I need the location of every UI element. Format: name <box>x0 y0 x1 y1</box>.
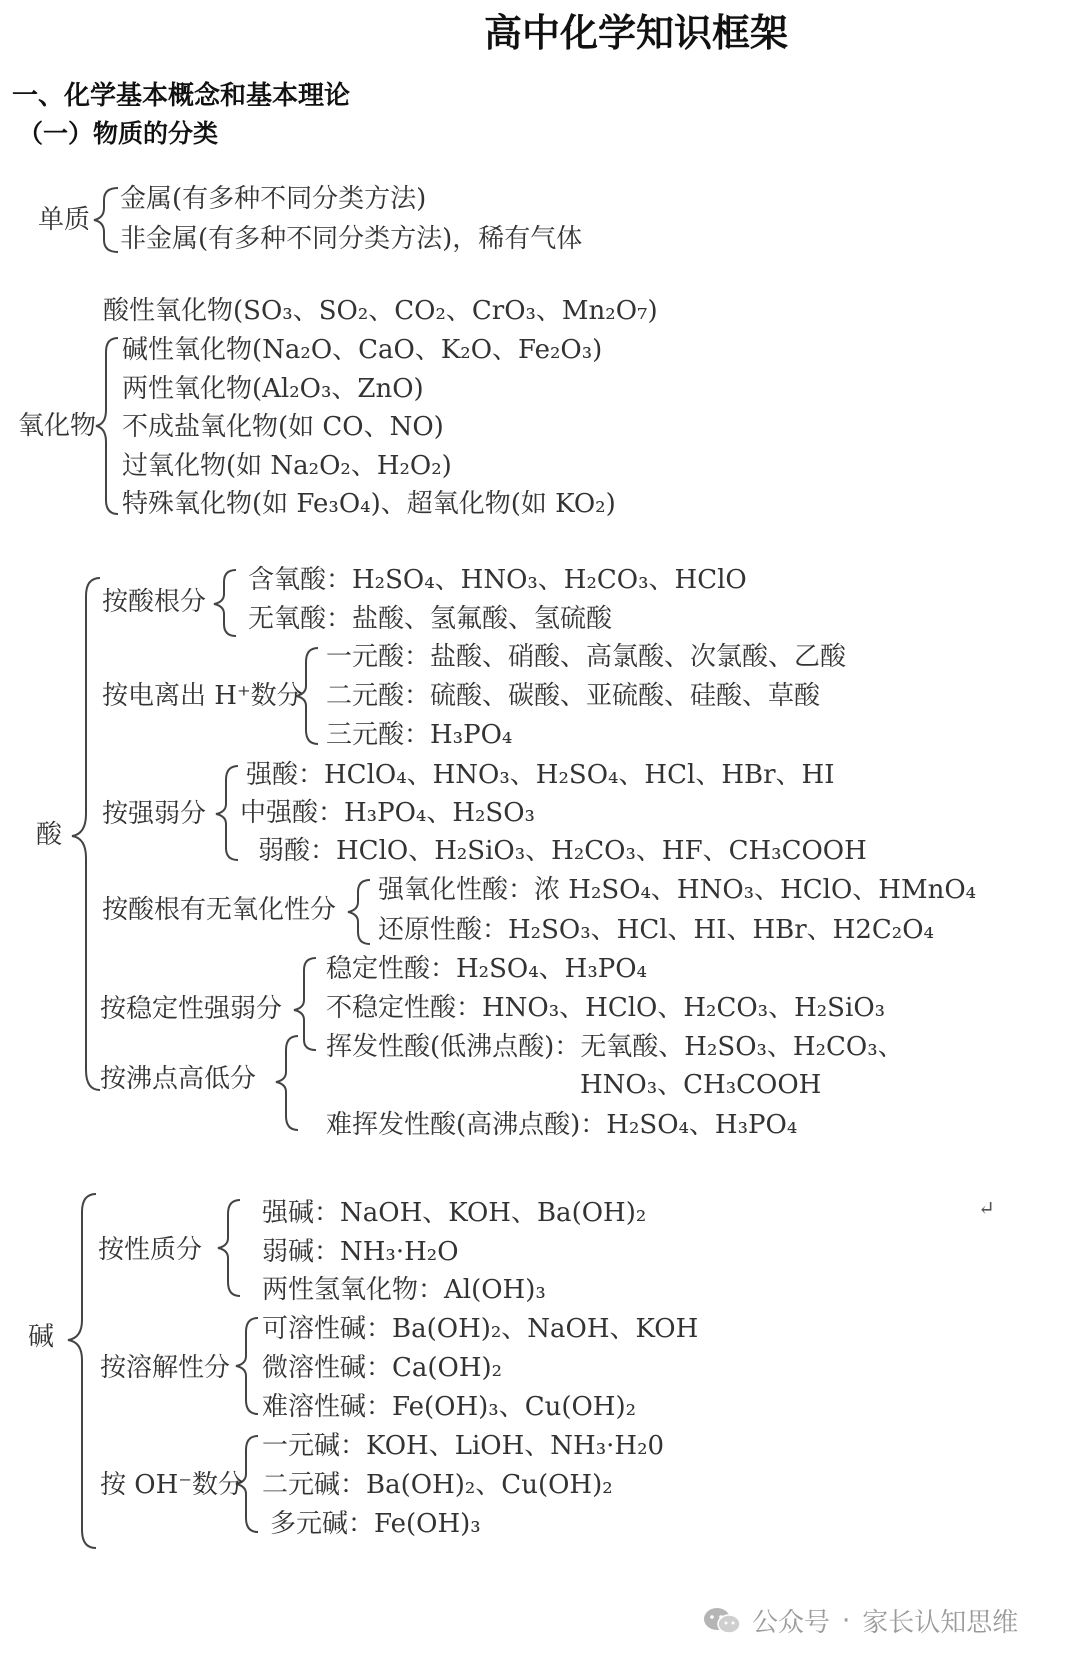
watermark-channel: 公众号 <box>752 1608 831 1638</box>
watermark <box>702 1602 1018 1639</box>
return-mark: ↵ <box>978 1196 995 1220</box>
base-item: 两性氢氧化物：Al(OH)₃ <box>262 1275 546 1305</box>
base-group-label: 按溶解性分 <box>100 1353 231 1383</box>
acid-item: 挥发性酸(低沸点酸)：无氧酸、H₂SO₃、H₂CO₃、 <box>326 1032 904 1062</box>
acid-group-label: 按酸根有无氧化性分 <box>102 895 337 925</box>
acid-item: 强氧化性酸：浓 H₂SO₄、HNO₃、HClO、HMnO₄ <box>378 875 977 905</box>
base-group-label: 按 OH⁻数分 <box>100 1470 244 1500</box>
acid-item: 不稳定性酸：HNO₃、HClO、H₂CO₃、H₂SiO₃ <box>326 993 886 1023</box>
subsection-heading: （一）物质的分类 <box>18 119 219 148</box>
base-item: 二元碱：Ba(OH)₂、Cu(OH)₂ <box>262 1470 613 1500</box>
oxide-item: 特殊氧化物(如 Fe₃O₄)、超氧化物(如 KO₂) <box>122 489 616 519</box>
base-group-label: 按性质分 <box>98 1235 203 1265</box>
acid-item: 稳定性酸：H₂SO₄、H₃PO₄ <box>326 954 647 984</box>
acid-item: 强酸：HClO₄、HNO₃、H₂SO₄、HCl、HBr、HI <box>246 760 835 790</box>
acid-group-label: 按稳定性强弱分 <box>100 994 283 1024</box>
acid-item: 弱酸：HClO、H₂SiO₃、H₂CO₃、HF、CH₃COOH <box>258 836 867 866</box>
base-item: 强碱：NaOH、KOH、Ba(OH)₂ <box>262 1198 647 1228</box>
acid-item: 含氧酸：H₂SO₄、HNO₃、H₂CO₃、HClO <box>248 565 747 595</box>
acid-item: 二元酸：硫酸、碳酸、亚硫酸、硅酸、草酸 <box>326 681 821 711</box>
base-item: 可溶性碱：Ba(OH)₂、NaOH、KOH <box>262 1314 699 1344</box>
acid-item: 中强酸：H₃PO₄、H₂SO₃ <box>240 798 535 828</box>
acid-item: HNO₃、CH₃COOH <box>580 1070 822 1100</box>
wechat-icon <box>702 1606 742 1636</box>
base-item: 多元碱：Fe(OH)₃ <box>270 1509 481 1539</box>
danzhi-label: 单质 <box>38 205 91 235</box>
base-item: 弱碱：NH₃·H₂O <box>262 1237 459 1267</box>
watermark-separator: · <box>842 1605 851 1636</box>
oxide-item: 酸性氧化物(SO₃、SO₂、CO₂、CrO₃、Mn₂O₇) <box>103 296 658 326</box>
acid-item: 还原性酸：H₂SO₃、HCl、HI、HBr、H2C₂O₄ <box>378 915 934 945</box>
danzhi-item: 金属(有多种不同分类方法) <box>120 184 427 214</box>
watermark-name: 家长认知思维 <box>862 1608 1019 1638</box>
oxide-item: 两性氧化物(Al₂O₃、ZnO) <box>122 374 424 404</box>
oxide-item: 碱性氧化物(Na₂O、CaO、K₂O、Fe₂O₃) <box>122 335 603 365</box>
oxide-item: 过氧化物(如 Na₂O₂、H₂O₂) <box>122 451 452 481</box>
danzhi-item: 非金属(有多种不同分类方法)，稀有气体 <box>120 224 583 254</box>
section-heading: 一、化学基本概念和基本理论 <box>12 81 351 111</box>
acid-item: 一元酸：盐酸、硝酸、高氯酸、次氯酸、乙酸 <box>326 642 847 672</box>
base-item: 微溶性碱：Ca(OH)₂ <box>262 1353 503 1383</box>
acid-group-label: 按电离出 H⁺数分 <box>102 681 303 711</box>
acid-group-label: 按强弱分 <box>102 799 207 829</box>
base-item: 一元碱：KOH、LiOH、NH₃·H₂0 <box>262 1431 665 1461</box>
suan-label: 酸 <box>36 820 63 850</box>
acid-item: 难挥发性酸(高沸点酸)：H₂SO₄、H₃PO₄ <box>326 1110 798 1140</box>
jian-label: 碱 <box>28 1322 55 1352</box>
acid-group-label: 按沸点高低分 <box>100 1064 257 1094</box>
base-item: 难溶性碱：Fe(OH)₃、Cu(OH)₂ <box>262 1392 637 1422</box>
acid-group-label: 按酸根分 <box>102 587 207 617</box>
acid-item: 三元酸：H₃PO₄ <box>326 720 513 750</box>
oxide-item: 不成盐氧化物(如 CO、NO) <box>122 412 444 442</box>
yanghuawu-label: 氧化物 <box>18 411 97 441</box>
acid-item: 无氧酸：盐酸、氢氟酸、氢硫酸 <box>248 604 613 634</box>
page-title: 高中化学知识框架 <box>484 10 789 55</box>
